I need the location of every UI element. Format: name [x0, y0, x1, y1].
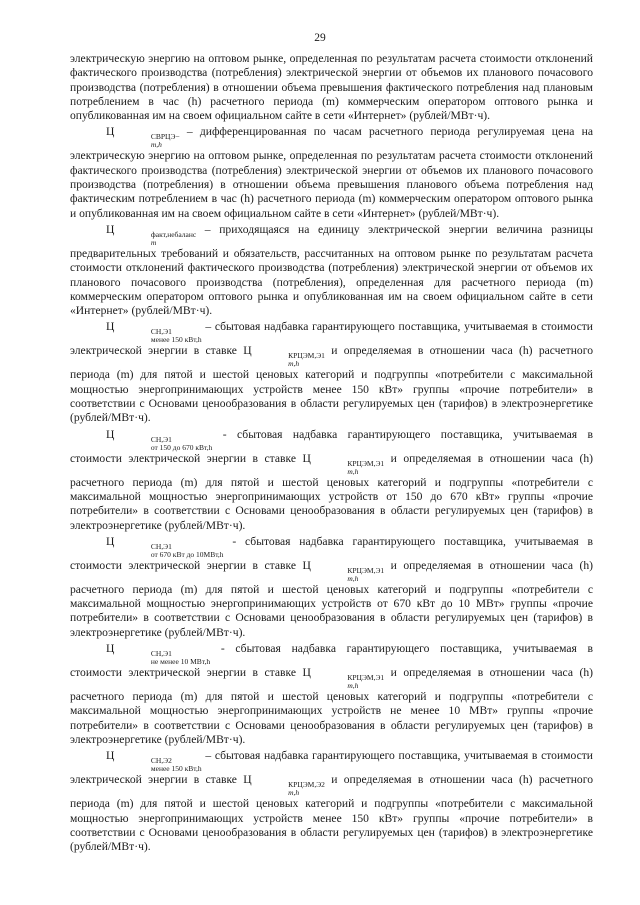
- definition-svrcz-minus: [70, 125, 593, 220]
- formula-symbol: [106, 320, 202, 345]
- paragraph-1-text: электрическую энергию на оптовом рынке, определенная по результатам расчета стоимости отклонений фактического производства (потребления) электрической энергии от объемов их планового почасового производства (потребления) в отношении объема превышения фактического потребления над плановым потреблением в час (h) расчетного периода (m) коммерческим оператором оптового рынка и опубликованная им на своем официальном сайте в сети «Интернет» (рублей/МВт·ч).: [70, 52, 593, 123]
- symbol-superscript: КРЦЭМ,Э1: [347, 458, 385, 468]
- symbol-base: Ц: [106, 534, 115, 548]
- symbol-subscript: m,h: [150, 140, 162, 150]
- definition-text-a: - сбытовая надбавка гарантирующего поставщика, учитываемая в стоимости электрической энергии в ставке: [70, 534, 593, 572]
- symbol-indices: [115, 757, 202, 773]
- inner-formula-symbol: [243, 773, 325, 798]
- symbol-superscript: СН,Э1: [150, 434, 172, 444]
- definition-text-b: и определяемая в отношении часа (h) расчетного периода (m) для пятой и шестой ценовых категорий и подгруппы «потребители с максимальной мощностью энергопринимающих устройств от 150 до 670 кВт» группы «прочие потребители» в соответствии с Основами ценообразования в области регулируемых цен (тарифов) в электроэнергетике (рублей/МВт·ч).: [70, 451, 594, 532]
- definition-fact-nebalans: [70, 223, 593, 318]
- symbol-base: Ц: [106, 222, 115, 236]
- formula-symbol: [106, 534, 224, 559]
- symbol-superscript: СН,Э1: [150, 649, 172, 659]
- symbol-base: Ц: [243, 773, 252, 787]
- formula-symbol: [106, 642, 211, 667]
- definition-text: – дифференцированная по часам расчетного периода регулируемая цена на электрическую энергию на оптовом рынке, определенная по результатам расчета стоимости отклонений фактического производства (потребления) электрической энергии от объемов их планового почасового производства (потребления) в отношении объема превышения планового объема потребления над фактическим потреблением в час (h) расчетного периода (m) коммерческим оператором оптового рынка и опубликованная им на своем официальном сайте в сети «Интернет» (рублей/МВт·ч).: [70, 125, 593, 220]
- symbol-subscript: m,h: [288, 788, 300, 798]
- definition-sn-e1-150-670kw: [70, 428, 593, 533]
- symbol-superscript: КРЦЭМ,Э1: [288, 351, 325, 361]
- definition-sn-e2-under-150kw: [70, 749, 593, 854]
- symbol-subscript: m,h: [347, 466, 359, 476]
- symbol-indices: [115, 650, 210, 666]
- symbol-superscript: КРЦЭМ,Э2: [288, 780, 325, 790]
- symbol-indices: [115, 543, 224, 559]
- symbol-subscript: менее 150 кВт,h: [150, 764, 202, 774]
- definition-text-b: и определяемая в отношении часа (h) расчетного периода (m) для пятой и шестой ценовых категорий и подгруппы «потребители с максимальной мощностью энергопринимающих устройств менее 150 кВт» группы «прочие потребители» в соответствии с Основами ценообразования в области регулируемых цен (тарифов) в электроэнергетике (рублей/МВт·ч).: [70, 344, 593, 425]
- symbol-base: Ц: [302, 558, 311, 572]
- symbol-subscript: от 150 до 670 кВт,h: [150, 442, 213, 452]
- symbol-superscript: СН,Э1: [150, 541, 172, 551]
- symbol-indices: [115, 133, 180, 149]
- definition-text-a: – сбытовая надбавка гарантирующего поставщика, учитываемая в стоимости электрической энергии в ставке: [70, 320, 593, 358]
- symbol-indices: [115, 231, 196, 247]
- document-body: [70, 52, 593, 854]
- symbol-subscript: не менее 10 МВт,h: [150, 657, 211, 667]
- symbol-base: Ц: [106, 642, 115, 656]
- inner-formula-symbol: [302, 666, 385, 691]
- symbol-indices: [311, 567, 384, 583]
- symbol-indices: [115, 328, 202, 344]
- formula-symbol: [106, 427, 213, 452]
- definition-sn-e1-over-10mw: [70, 642, 593, 747]
- symbol-subscript: m,h: [347, 681, 359, 691]
- symbol-base: Ц: [106, 427, 115, 441]
- page-number: 29: [314, 32, 326, 44]
- symbol-superscript: СН,Э1: [150, 327, 172, 337]
- symbol-superscript: КРЦЭМ,Э1: [347, 565, 385, 575]
- symbol-base: Ц: [243, 344, 252, 358]
- symbol-subscript: m,h: [347, 573, 359, 583]
- symbol-superscript: СВРЦЭ−: [150, 132, 180, 142]
- definition-text-a: – сбытовая надбавка гарантирующего поставщика, учитываемая в стоимости электрической энергии в ставке: [70, 749, 593, 787]
- symbol-subscript: m,h: [288, 359, 300, 369]
- symbol-indices: [311, 674, 384, 690]
- formula-symbol: [106, 749, 202, 774]
- symbol-subscript: менее 150 кВт,h: [150, 335, 202, 345]
- symbol-indices: [311, 460, 384, 476]
- symbol-subscript: от 670 кВт до 10МВт,h: [150, 549, 224, 559]
- symbol-base: Ц: [106, 320, 115, 334]
- inner-formula-symbol: [302, 558, 385, 583]
- symbol-indices: [252, 352, 325, 368]
- symbol-superscript: факт,небаланс: [150, 229, 197, 239]
- definition-text: – приходящаяся на единицу электрической энергии величина разницы предварительных требований и обязательств, рассчитанных на оптовом рынке по результатам расчета стоимости отклонений фактического производства (потребления) электрической энергии от объемов их планового почасового производства (потребления), определенная для расчетного периода (m) коммерческим оператором оптового рынка и опубликованная им на своем официальном сайте в сети «Интернет» (рублей/МВт·ч).: [70, 222, 593, 318]
- paragraph-1: [70, 52, 593, 123]
- symbol-base: Ц: [106, 749, 115, 763]
- symbol-base: Ц: [302, 666, 311, 680]
- definition-text-a: - сбытовая надбавка гарантирующего поставщика, учитываемая в стоимости электрической энергии в ставке: [70, 642, 593, 680]
- definition-text-b: и определяемая в отношении часа (h) расчетного периода (m) для пятой и шестой ценовых категорий и подгруппы «потребители с максимальной мощностью энергопринимающих устройств не менее 10 МВт» группы «прочие потребители» в соответствии с Основами ценообразования в области регулируемых цен (тарифов) в электроэнергетике (рублей/МВт·ч).: [70, 666, 594, 746]
- symbol-indices: [115, 436, 212, 452]
- formula-symbol: [106, 125, 180, 150]
- symbol-subscript: m: [150, 237, 157, 247]
- symbol-superscript: СН,Э2: [150, 756, 172, 766]
- symbol-base: Ц: [302, 451, 311, 465]
- definition-text-b: и определяемая в отношении часа (h) расчетного периода (m) для пятой и шестой ценовых категорий и подгруппы «потребители с максимальной мощностью энергопринимающих устройств от 670 кВт до 10 МВт» группы «прочие потребители» в соответствии с Основами ценообразования в области регулируемых цен (тарифов) в электроэнергетике (рублей/МВт·ч).: [70, 558, 594, 639]
- inner-formula-symbol: [243, 344, 325, 369]
- definition-text-b: и определяемая в отношении часа (h) расчетного периода (m) для пятой и шестой ценовых категорий и подгруппы «потребители с максимальной мощностью энергопринимающих устройств менее 150 кВт» группы «прочие потребители» в соответствии с Основами ценообразования в области регулируемых цен (тарифов) в электроэнергетике (рублей/МВт·ч).: [70, 773, 593, 854]
- formula-symbol: [106, 222, 197, 247]
- definition-sn-e1-670kw-10mw: [70, 535, 593, 640]
- definition-text-a: - сбытовая надбавка гарантирующего поставщика, учитываемая в стоимости электрической энергии в ставке: [70, 427, 593, 465]
- symbol-indices: [252, 781, 325, 797]
- inner-formula-symbol: [302, 451, 385, 476]
- symbol-base: Ц: [106, 125, 115, 139]
- symbol-superscript: КРЦЭМ,Э1: [347, 673, 385, 683]
- definition-sn-e1-under-150kw: [70, 320, 593, 425]
